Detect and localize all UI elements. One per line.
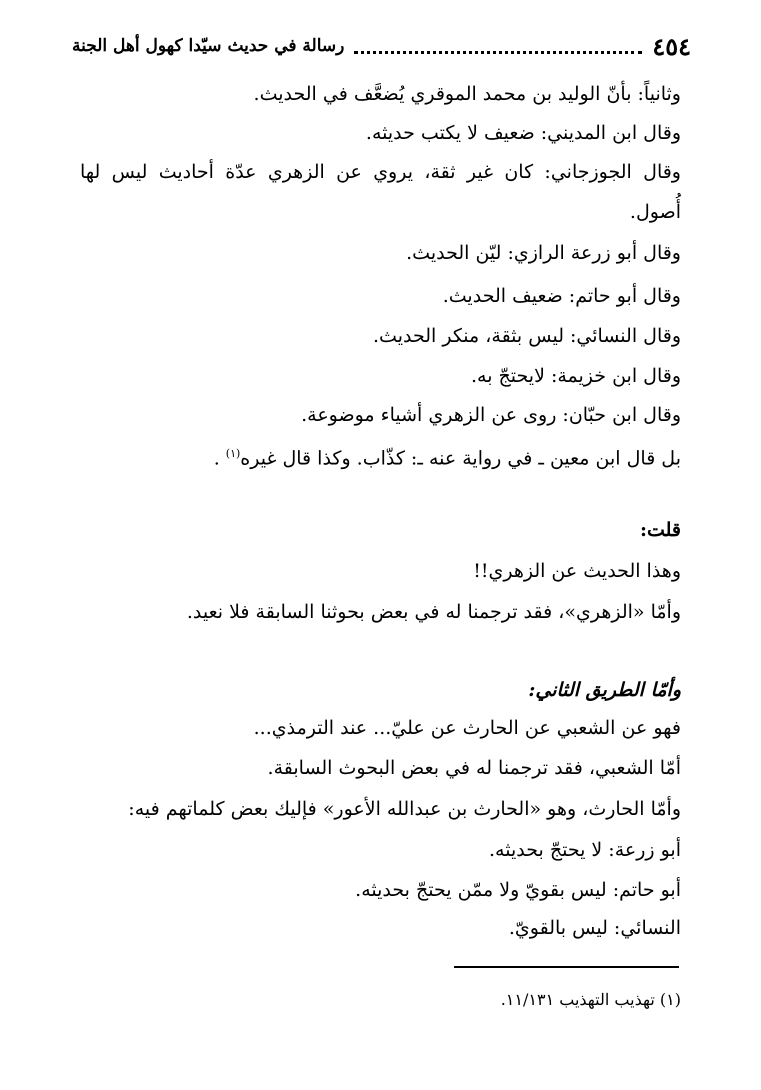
body-line: وقال ابن خزيمة: لايحتجّ به.: [470, 365, 681, 387]
footnote-marker: (١): [659, 990, 681, 1009]
body-line: وقال أبو حاتم: ضعيف الحديث.: [442, 285, 681, 307]
body-line: وأمّا الحارث، وهو «الحارث بن عبدالله الأعور» فإليك بعض كلماتهم فيه:: [128, 798, 681, 820]
body-line: أبو زرعة: لا يحتجّ بحديثه.: [489, 839, 681, 861]
line-text: بل قال ابن معين ـ في رواية عنه ـ: كذّاب. وكذا قال غيره: [240, 447, 681, 470]
body-line: أُصول.: [629, 201, 681, 223]
body-line: وقال أبو زرعة الرازي: ليّن الحديث.: [406, 242, 681, 264]
section-heading: وأمّا الطريق الثاني:: [528, 679, 681, 701]
body-line: وثانياً: بأنّ الوليد بن محمد الموقري يُضعَّف في الحديث.: [253, 83, 681, 105]
body-line: وقال الجوزجاني: كان غير ثقة، يروي عن الزهري عدّة أحاديث ليس لها: [80, 161, 681, 183]
body-line: النسائي: ليس بالقويّ.: [508, 917, 681, 939]
page-number: ٤٥٤: [652, 31, 691, 61]
body-line: أبو حاتم: ليس بقويّ ولا ممّن يحتجّ بحديثه.: [355, 879, 681, 901]
header-dot-leader: [354, 51, 642, 54]
footnote-text: تهذيب التهذيب ١١/١٣١.: [500, 990, 655, 1009]
body-line: وأمّا «الزهري»، فقد ترجمنا له في بعض بحوثنا السابقة فلا نعيد.: [186, 601, 681, 623]
body-line: وهذا الحديث عن الزهري!!: [473, 560, 681, 582]
line-tail: .: [213, 447, 220, 470]
section-heading: قلت:: [639, 519, 681, 541]
page-header: [72, 28, 691, 64]
footnote-reference: (١): [225, 447, 241, 460]
body-line: وقال ابن حبّان: روى عن الزهري أشياء موضوعة.: [301, 404, 681, 426]
body-line: فهو عن الشعبي عن الحارث عن عليّ... عند الترمذي...: [253, 717, 681, 739]
body-line: أمّا الشعبي، فقد ترجمنا له في بعض البحوث السابقة.: [267, 757, 681, 779]
body-line-with-footnote: [214, 440, 681, 472]
body-line: وقال النسائي: ليس بثقة، منكر الحديث.: [373, 325, 681, 347]
footnote-separator: [454, 966, 679, 968]
running-title: رسالة في حديث سيّدا كهول أهل الجنة: [72, 36, 345, 56]
footnote: [501, 988, 681, 1012]
body-line: وقال ابن المديني: ضعيف لا يكتب حديثه.: [365, 122, 681, 144]
